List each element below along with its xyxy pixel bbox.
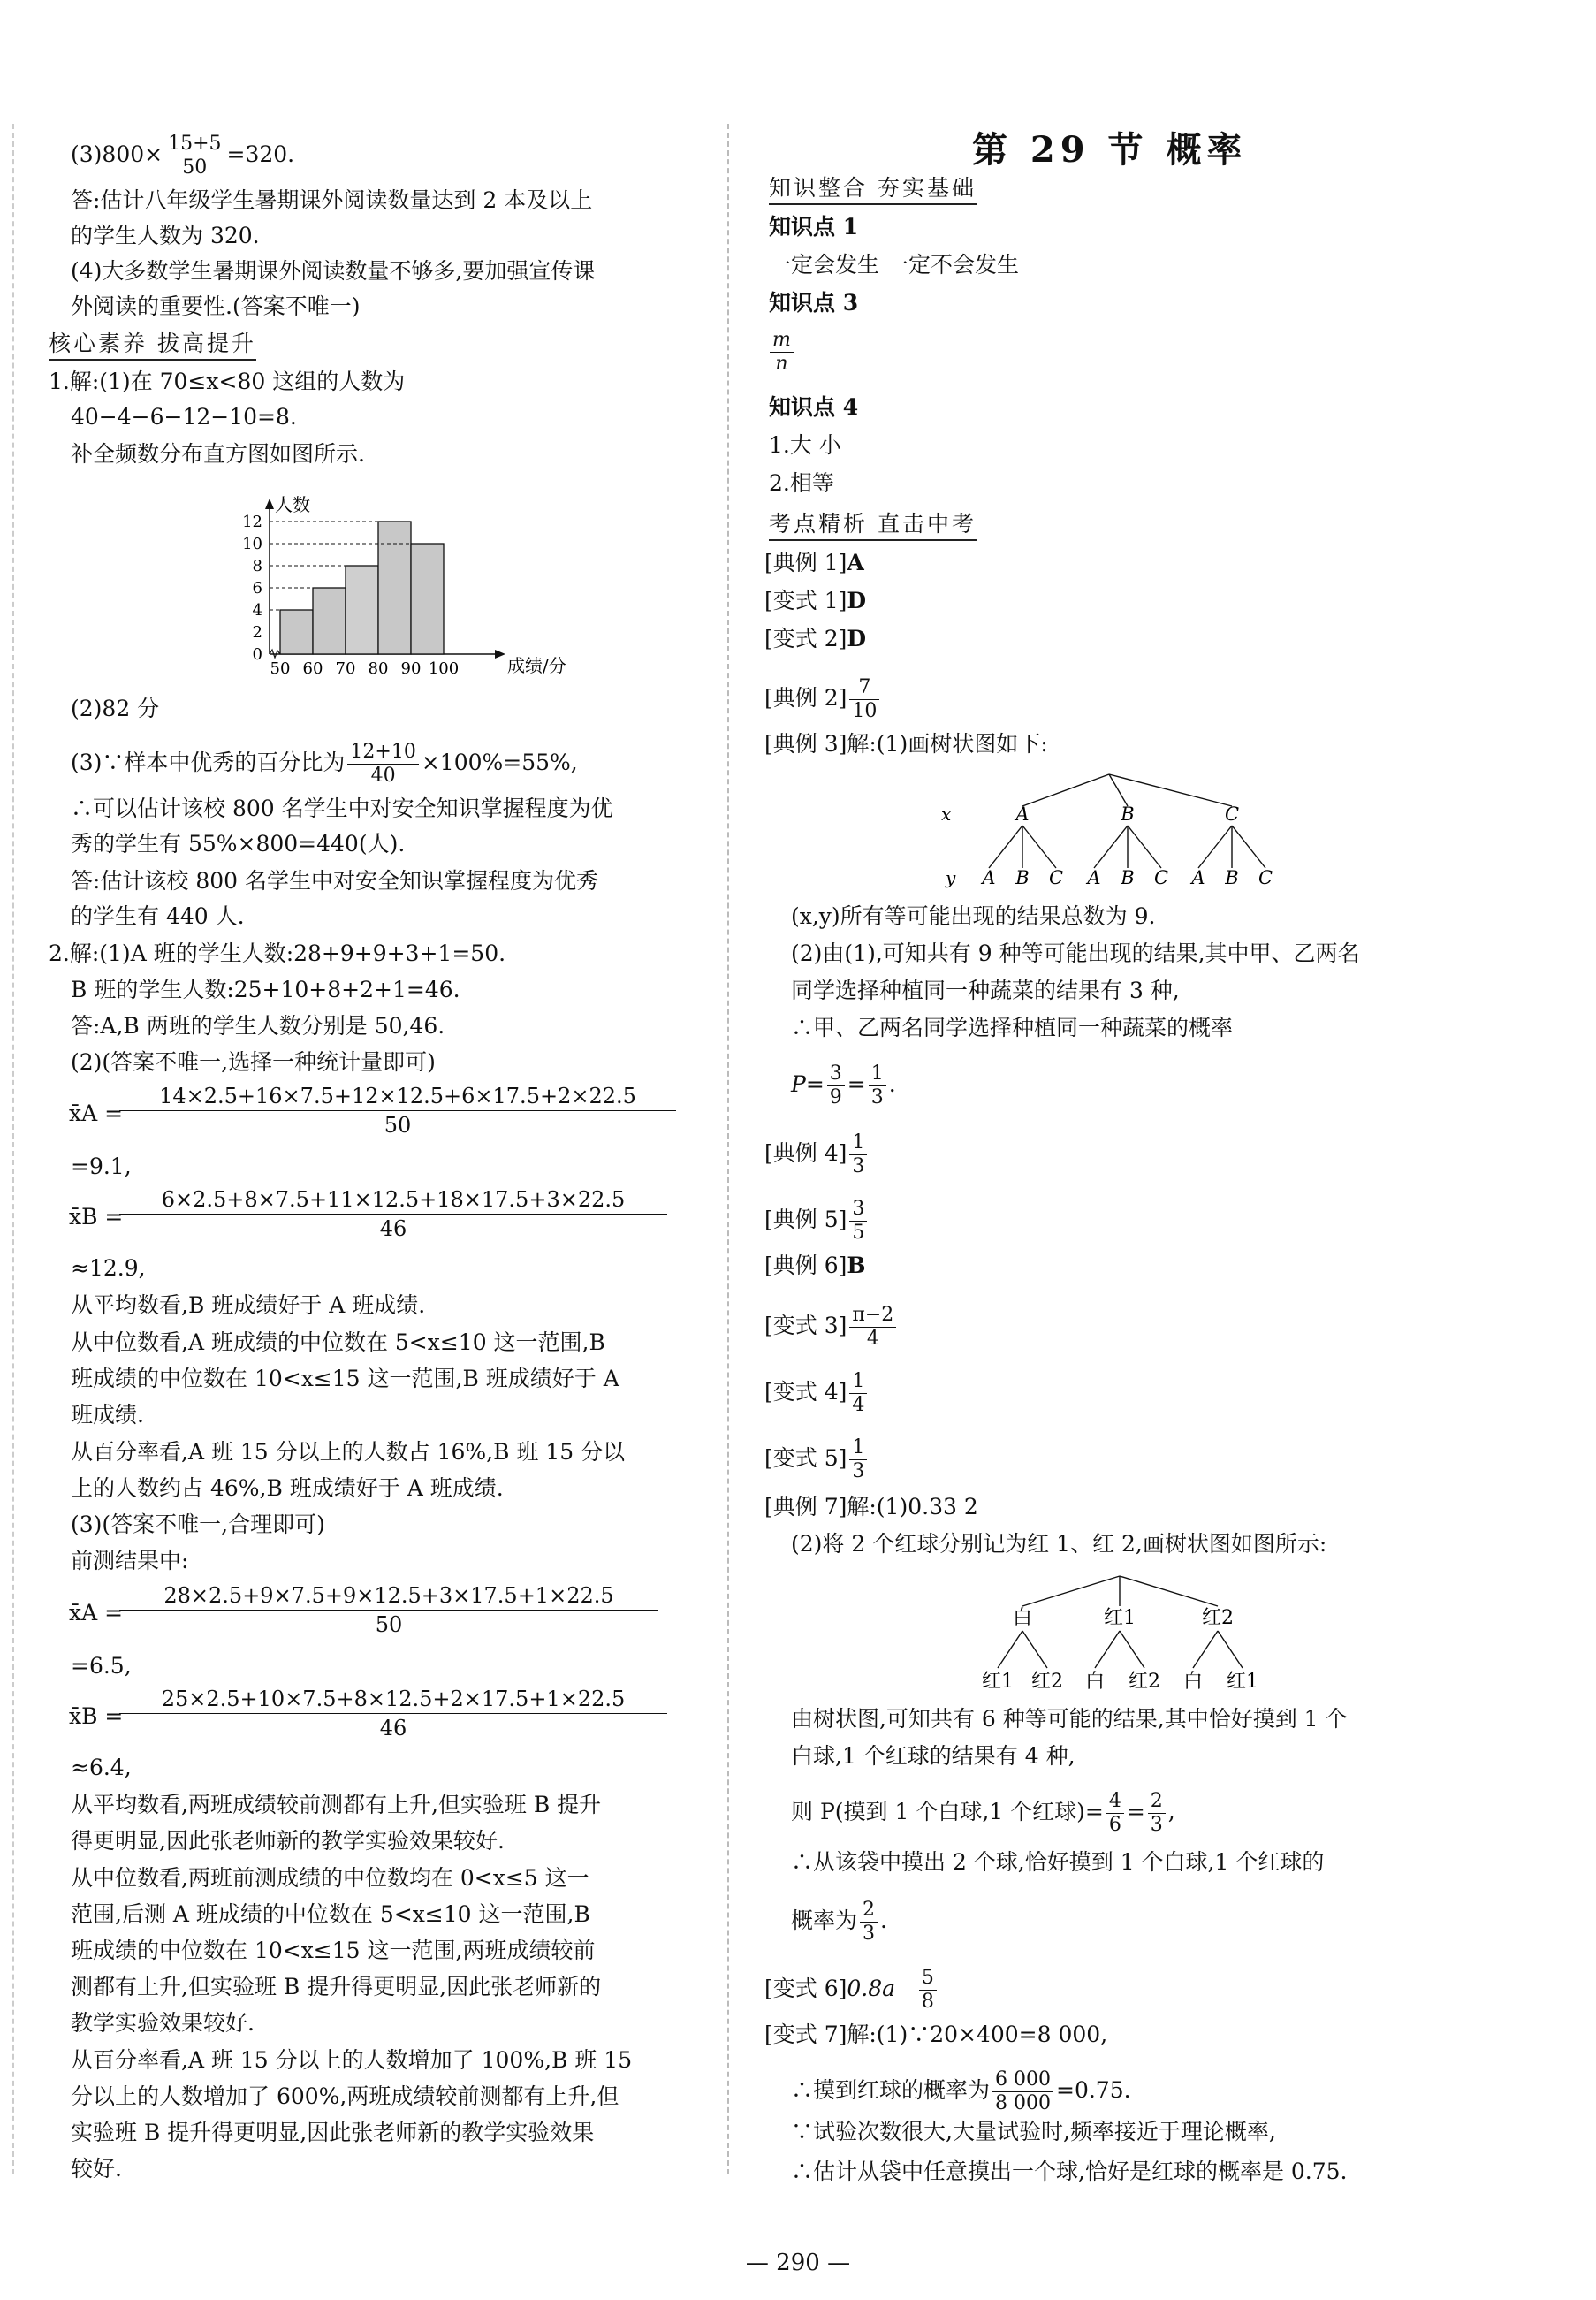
section-heading: 考点精析 直击中考	[769, 511, 977, 541]
tree-branch	[1198, 826, 1232, 868]
tree-node: B	[1121, 803, 1135, 825]
histogram-bar	[313, 588, 346, 654]
text-line: 上的人数约占 46%,B 班成绩好于 A 班成绩.	[71, 1475, 504, 1501]
text-line: B 班的学生人数:25+10+8+2+1=46.	[71, 977, 460, 1002]
tree-row-label: x	[941, 803, 952, 825]
tree-leaf: 红1	[1227, 1671, 1258, 1693]
text-line: ∴可以估计该校 800 名学生中对安全知识掌握程度为优	[71, 796, 613, 821]
text-line: 补全频数分布直方图如图所示.	[71, 441, 365, 467]
y-axis-arrow	[265, 499, 274, 509]
variant-line: [变式 7]解:(1)∵20×400=8 000,	[764, 2022, 1108, 2047]
mean-b-label: x̄B =	[69, 1703, 124, 1729]
x-axis-arrow	[495, 650, 505, 659]
tree-branch	[1022, 1631, 1047, 1668]
variant-line: [变式 4] $\frac{1}{4}$	[764, 1370, 870, 1417]
tree-branch	[1022, 1576, 1120, 1606]
y-tick-label: 8	[252, 557, 262, 575]
tree-branch	[1094, 826, 1128, 868]
fraction-m-n: $\frac{m}{n}$	[767, 329, 796, 376]
text-line: (2)将 2 个红球分别记为红 1、红 2,画树状图如图所示:	[791, 1531, 1327, 1557]
example-line: [典例 2] $\frac{7}{10}$	[764, 676, 882, 723]
tree-leaf: 红2	[1031, 1671, 1063, 1693]
text-line: (3)∵样本中优秀的百分比为 $\frac{12+10}{40}$ ×100%=55%,	[71, 741, 578, 787]
text-line: 实验班 B 提升得更明显,因此张老师新的教学实验效果	[71, 2120, 595, 2145]
tree-diagram-2	[937, 1569, 1308, 1702]
text-line: 前测结果中:	[71, 1548, 189, 1573]
y-tick-label: 4	[252, 601, 262, 620]
tree-leaf: C	[1153, 867, 1169, 888]
section-heading: 知识整合 夯实基础	[769, 175, 977, 205]
tree-branch	[998, 1631, 1022, 1668]
mean-b-fraction: 6×2.5+8×7.5+11×12.5+18×17.5+3×22.5 46	[119, 1187, 667, 1241]
histogram-bar	[378, 522, 411, 654]
tree-branch	[1022, 826, 1056, 868]
tree-branch	[1095, 1631, 1120, 1668]
text-line: 教学实验效果较好.	[71, 2010, 255, 2036]
example-line: [典例 4] $\frac{1}{3}$	[764, 1131, 870, 1178]
pre-mean-a-fraction: 28×2.5+9×7.5+9×12.5+3×17.5+1×22.5 50	[119, 1583, 658, 1637]
text-line: 从平均数看,两班成绩较前测都有上升,但实验班 B 提升	[71, 1792, 602, 1817]
text-line: 较好.	[71, 2156, 122, 2182]
tree-row-label: y	[946, 867, 956, 888]
text-line: 由树状图,可知共有 6 种等可能的结果,其中恰好摸到 1 个	[791, 1706, 1348, 1732]
tree-leaf: C	[1048, 867, 1064, 888]
y-tick-label: 6	[252, 579, 262, 598]
variant-line: [变式 6]0.8a $\frac{5}{8}$	[764, 1967, 939, 2014]
tree-branch	[1109, 774, 1128, 806]
example-line: [典例 5] $\frac{3}{5}$	[764, 1198, 870, 1245]
mean-a-label: x̄A =	[69, 1600, 124, 1626]
x-tick-label: 60	[302, 659, 323, 678]
tree-leaf: C	[1258, 867, 1273, 888]
tree-leaf: B	[1121, 867, 1135, 888]
probability-line: 则 P(摸到 1 个白球,1 个红球)= $\frac{4}{6}$ = $\frac{2}{3}$ ,	[791, 1790, 1175, 1836]
tree-branch	[1120, 1631, 1144, 1668]
tree-node: A	[1015, 803, 1030, 825]
y-tick-label: 0	[252, 645, 262, 664]
text-line: 从中位数看,A 班成绩的中位数在 5<x≤10 这一范围,B	[71, 1329, 605, 1355]
tree-leaf: A	[1191, 867, 1205, 888]
text-line: (x,y)所有等可能出现的结果总数为 9.	[791, 903, 1156, 929]
text-line: 从百分率看,A 班 15 分以上的人数占 16%,B 班 15 分以	[71, 1439, 626, 1465]
variant-line: [变式 2]D	[764, 626, 867, 651]
text-line: 从百分率看,A 班 15 分以上的人数增加了 100%,B 班 15	[71, 2047, 633, 2073]
tree-branch	[1218, 1631, 1243, 1668]
probability-line: 概率为 $\frac{2}{3}$ .	[791, 1899, 887, 1945]
text-line: ∴从该袋中摸出 2 个球,恰好摸到 1 个白球,1 个红球的	[791, 1849, 1325, 1875]
text-line: 的学生有 440 人.	[71, 903, 245, 929]
x-tick-label: 70	[335, 659, 356, 678]
histogram-chart	[203, 482, 574, 685]
text-line: =9.1,	[71, 1154, 132, 1179]
tree-branch	[1109, 774, 1232, 806]
y-axis-label: 人数	[275, 494, 310, 515]
y-tick-label: 10	[242, 535, 262, 553]
text-line: 班成绩.	[71, 1402, 144, 1428]
tree-branch	[1128, 826, 1161, 868]
text-line: 测都有上升,但实验班 B 提升得更明显,因此张老师新的	[71, 1974, 602, 1999]
text-line: 答:估计该校 800 名学生中对安全知识掌握程度为优秀	[71, 868, 599, 894]
tree-leaf: A	[1087, 867, 1101, 888]
text-line: ∴甲、乙两名同学选择种植同一种蔬菜的概率	[791, 1015, 1234, 1040]
probability-line: P= $\frac{3}{9}$ = $\frac{1}{3}$ .	[791, 1062, 896, 1108]
text-line: ≈6.4,	[71, 1755, 132, 1780]
text-line: 1.大 小	[769, 432, 841, 458]
text-line: 的学生人数为 320.	[71, 223, 260, 248]
tree-node: 白	[1012, 1607, 1033, 1629]
variant-line: [变式 1]D	[764, 588, 867, 613]
x-tick-label: 90	[400, 659, 422, 678]
page-number: — 290 —	[745, 2250, 851, 2276]
left-margin-rule	[12, 124, 14, 2174]
text-line: 同学选择种植同一种蔬菜的结果有 3 种,	[791, 978, 1180, 1003]
tree-leaf: 红1	[982, 1671, 1014, 1693]
tree-node: 红2	[1202, 1607, 1234, 1629]
text-line: 分以上的人数增加了 600%,两班成绩较前测都有上升,但	[71, 2083, 619, 2109]
text-line: 2.解:(1)A 班的学生人数:28+9+9+3+1=50.	[49, 941, 506, 966]
text-line: (2)82 分	[71, 696, 160, 721]
text-line: 班成绩的中位数在 10<x≤15 这一范围,两班成绩较前	[71, 1938, 596, 1963]
text-line: 班成绩的中位数在 10<x≤15 这一范围,B 班成绩好于 A	[71, 1366, 619, 1391]
section-heading: 核心素养 拔高提升	[49, 331, 256, 361]
text-line: 范围,后测 A 班成绩的中位数在 5<x≤10 这一范围,B	[71, 1901, 590, 1927]
knowledge-point: 知识点 3	[769, 290, 859, 316]
text-line: ∴估计从袋中任意摸出一个球,恰好是红球的概率是 0.75.	[791, 2159, 1348, 2184]
tree-leaf: 白	[1182, 1671, 1204, 1693]
text-line: 秀的学生有 55%×800=440(人).	[71, 831, 406, 857]
text-line: 从平均数看,B 班成绩好于 A 班成绩.	[71, 1292, 426, 1318]
text-line: 外阅读的重要性.(答案不唯一)	[71, 293, 361, 319]
text-line: 一定会发生 一定不会发生	[769, 252, 1019, 278]
tree-node: 红1	[1104, 1607, 1136, 1629]
example-line: [典例 6]B	[764, 1253, 866, 1278]
text-line: 从中位数看,两班前测成绩的中位数均在 0<x≤5 这一	[71, 1865, 589, 1891]
tree-leaf: B	[1015, 867, 1030, 888]
text-line: 得更明显,因此张老师新的教学实验效果较好.	[71, 1828, 505, 1854]
x-axis-label: 成绩/分	[507, 655, 566, 676]
tree-branch	[1193, 1631, 1218, 1668]
text-line: ≈12.9,	[71, 1255, 146, 1281]
text-line: 答:估计八年级学生暑期课外阅读数量达到 2 本及以上	[71, 187, 593, 213]
histogram-bar	[346, 566, 378, 654]
tree-leaf: A	[982, 867, 996, 888]
text-line: 40−4−6−12−10=8.	[71, 404, 297, 430]
tree-leaf: B	[1225, 867, 1239, 888]
x-tick-label: 50	[270, 659, 291, 678]
pre-mean-b-fraction: 25×2.5+10×7.5+8×12.5+2×17.5+1×22.5 46	[119, 1687, 667, 1740]
text-line: =6.5,	[71, 1653, 132, 1679]
tree-leaf: 白	[1084, 1671, 1106, 1693]
x-tick-label: 100	[428, 659, 460, 678]
text-line: (4)大多数学生暑期课外阅读数量不够多,要加强宣传课	[71, 258, 596, 284]
x-tick-label: 80	[368, 659, 389, 678]
example-line: [典例 3]解:(1)画树状图如下:	[764, 731, 1048, 757]
tree-branch	[1232, 826, 1265, 868]
text-line: 2.相等	[769, 470, 834, 496]
column-divider	[727, 124, 729, 2174]
example-line: [典例 7]解:(1)0.33 2	[764, 1494, 978, 1519]
tree-branch	[989, 826, 1022, 868]
text-line: ∵试验次数很大,大量试验时,频率接近于理论概率,	[791, 2119, 1276, 2144]
mean-b-label: x̄B =	[69, 1204, 124, 1230]
tree-diagram-1	[937, 767, 1308, 900]
tree-node: C	[1224, 803, 1240, 825]
text-line: 白球,1 个红球的结果有 4 种,	[791, 1743, 1075, 1769]
example-line: [典例 1]A	[764, 550, 864, 575]
knowledge-point: 知识点 1	[769, 214, 859, 240]
tree-branch	[1022, 774, 1109, 806]
variant-line: [变式 3] $\frac{\pi-2}{4}$	[764, 1304, 899, 1351]
text-line: (3)(答案不唯一,合理即可)	[71, 1512, 325, 1537]
histogram-bar	[280, 610, 313, 654]
text-line: 答:A,B 两班的学生人数分别是 50,46.	[71, 1013, 445, 1039]
text-line: 1.解:(1)在 70≤x<80 这组的人数为	[49, 369, 406, 394]
tree-branch	[1120, 1576, 1218, 1606]
y-tick-label: 2	[252, 623, 262, 642]
text-line: (2)由(1),可知共有 9 种等可能出现的结果,其中甲、乙两名	[791, 941, 1360, 966]
histogram-bar	[411, 544, 444, 654]
variant-line: [变式 5] $\frac{1}{3}$	[764, 1436, 870, 1483]
text-line: (2)(答案不唯一,选择一种统计量即可)	[71, 1049, 436, 1075]
mean-a-fraction: 14×2.5+16×7.5+12×12.5+6×17.5+2×22.5 50	[119, 1084, 676, 1138]
y-tick-label: 12	[242, 513, 262, 531]
probability-line: ∴摸到红球的概率为 $\frac{6 000}{8 000}$ =0.75.	[791, 2068, 1131, 2114]
answer-3-line: (3)800× $\frac{15+5}{50}$ =320.	[71, 133, 295, 179]
mean-a-label: x̄A =	[69, 1100, 124, 1126]
section-title: 第 29 节 概率	[972, 129, 1248, 171]
knowledge-point: 知识点 4	[769, 394, 859, 420]
tree-leaf: 红2	[1129, 1671, 1160, 1693]
